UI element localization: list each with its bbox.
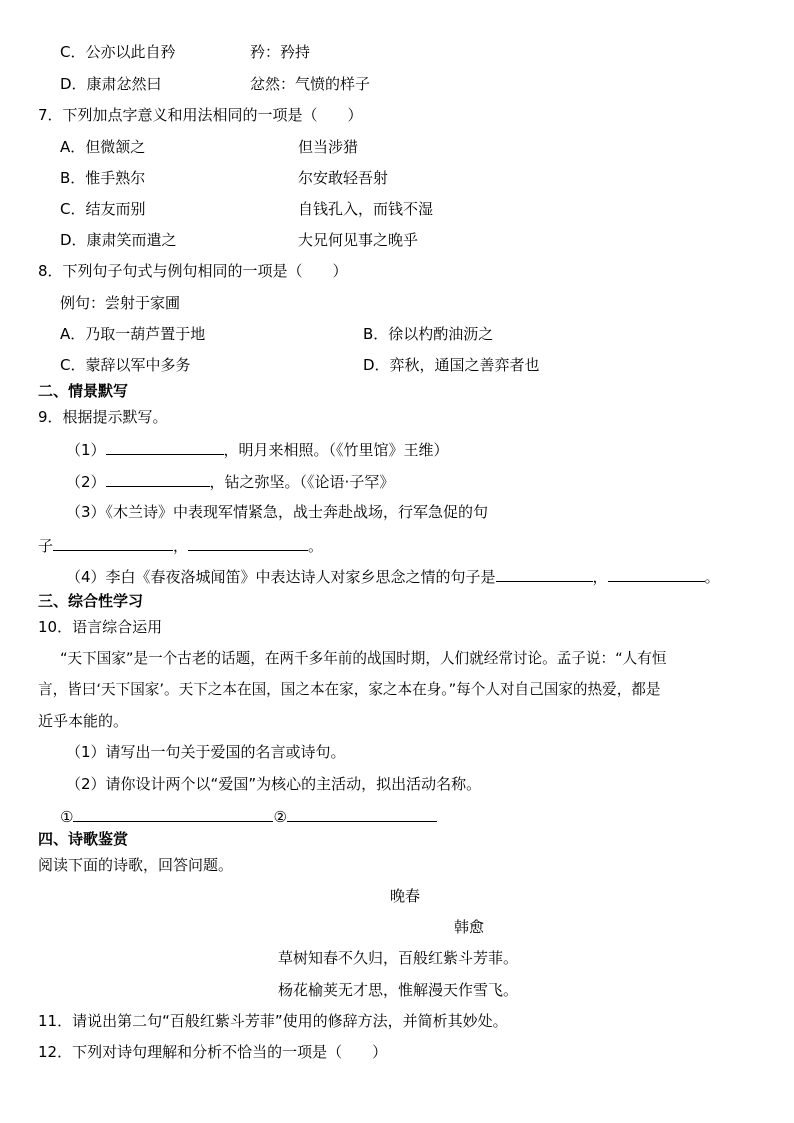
q9-item-4-blank-2[interactable] [608, 565, 705, 582]
q9-item-4-text: （4）李白《春夜洛城闻笛》中表达诗人对家乡思念之情的句子是 [66, 568, 496, 586]
q8-option-d: D．弈秋，通国之善弈者也 [363, 356, 540, 374]
q10-paragraph-line-1: “天下国家”是一个古老的话题，在两千多年前的战国时期，人们就经常讨论。孟子说：“人有恒 [60, 650, 667, 667]
q9-item-3-blank-2[interactable] [188, 534, 308, 551]
q9-item-4 [66, 565, 720, 585]
poem-line-1: 草树知春不久归，百般红紫斗芳菲。 [278, 949, 519, 967]
q7-option-d-compare: 大兄何见事之晚乎 [298, 231, 419, 249]
q8-option-b: B．徐以杓酌油沥之 [363, 325, 494, 343]
q9-item-3-separator: ， [173, 537, 189, 555]
section-heading-comprehensive: 三、综合性学习 [38, 592, 144, 610]
q7-option-c-compare: 自钱孔入，而钱不湿 [298, 200, 434, 218]
q7-stem: 7．下列加点字意义和用法相同的一项是（ ） [38, 106, 363, 124]
q10-paragraph-line-2: 言，皆曰‘天下国家’。天下之本在国，国之本在家，家之本在身。”每个人对自己国家的热爱，都是 [38, 681, 661, 698]
q10-answer-2-mark: ② [273, 808, 287, 826]
q6-option-c-note: 矜：矜持 [250, 43, 311, 61]
q9-item-3-prefix: 子 [38, 537, 54, 555]
q7-option-b-compare: 尔安敢轻吾射 [298, 169, 389, 187]
q9-item-1-number: （1） [66, 441, 106, 459]
q10-sub-1: （1）请写出一句关于爱国的名言或诗句。 [66, 743, 346, 761]
q6-option-c: C．公亦以此自矜 [60, 43, 176, 61]
q10-sub-2: （2）请你设计两个以“爱国”为核心的主活动，拟出活动名称。 [66, 775, 482, 793]
q9-item-2 [66, 470, 394, 490]
q8-example: 例句：尝射于家圃 [60, 294, 181, 312]
q10-answer-1-mark: ① [60, 808, 74, 826]
q9-item-1 [66, 438, 449, 458]
q9-item-4-end: 。 [704, 568, 720, 586]
q9-item-4-separator: ， [592, 568, 608, 586]
q10-answer-row [60, 805, 437, 825]
q9-item-1-blank[interactable] [106, 438, 224, 455]
q7-option-d: D．康肃笑而遣之 [60, 231, 177, 249]
q6-option-d: D．康肃忿然曰 [60, 75, 162, 93]
q9-item-2-number: （2） [66, 473, 106, 491]
q10-paragraph-line-3: 近乎本能的。 [38, 712, 129, 730]
q9-item-3-end: 。 [308, 537, 324, 555]
q7-option-c: C．结友而别 [60, 200, 146, 218]
q9-item-4-blank-1[interactable] [496, 565, 593, 582]
q10-answer-2-blank[interactable] [287, 805, 437, 822]
poem-title: 晚春 [390, 887, 421, 905]
q9-stem: 9．根据提示默写。 [38, 408, 168, 426]
poem-intro: 阅读下面的诗歌，回答问题。 [38, 856, 234, 874]
q7-option-b: B．惟手熟尔 [60, 169, 146, 187]
q9-item-1-text: ，明月来相照。（《竹里馆》王维） [223, 441, 449, 459]
poem-line-2: 杨花榆荚无才思，惟解漫天作雪飞。 [278, 981, 519, 999]
q8-option-c: C．蒙辞以军中多务 [60, 356, 191, 374]
poem-author: 韩愈 [454, 918, 485, 936]
q9-item-3-blank-1[interactable] [53, 534, 173, 551]
q10-stem: 10．语言综合运用 [38, 618, 163, 636]
q8-option-a: A．乃取一葫芦置于地 [60, 325, 206, 343]
q6-option-d-note: 忿然：气愤的样子 [250, 75, 371, 93]
q10-answer-1-blank[interactable] [73, 805, 273, 822]
section-heading-poetry: 四、诗歌鉴赏 [38, 830, 129, 848]
q9-item-2-blank[interactable] [106, 470, 210, 487]
q11-stem: 11．请说出第二句“百般红紫斗芳菲”使用的修辞方法，并简析其妙处。 [38, 1012, 508, 1030]
q12-stem: 12．下列对诗句理解和分析不恰当的一项是（ ） [38, 1043, 388, 1061]
q9-item-2-text: ，钻之弥坚。（《论语·子罕》 [209, 473, 395, 491]
q7-option-a-compare: 但当涉猎 [298, 138, 359, 156]
q9-item-3-continued [38, 534, 323, 554]
q8-stem: 8．下列句子句式与例句相同的一项是（ ） [38, 262, 348, 280]
q9-item-3: （3）《木兰诗》中表现军情紧急，战士奔赴战场，行军急促的句 [66, 503, 489, 521]
q7-option-a: A．但微颔之 [60, 138, 146, 156]
section-heading-recitation: 二、情景默写 [38, 382, 129, 400]
